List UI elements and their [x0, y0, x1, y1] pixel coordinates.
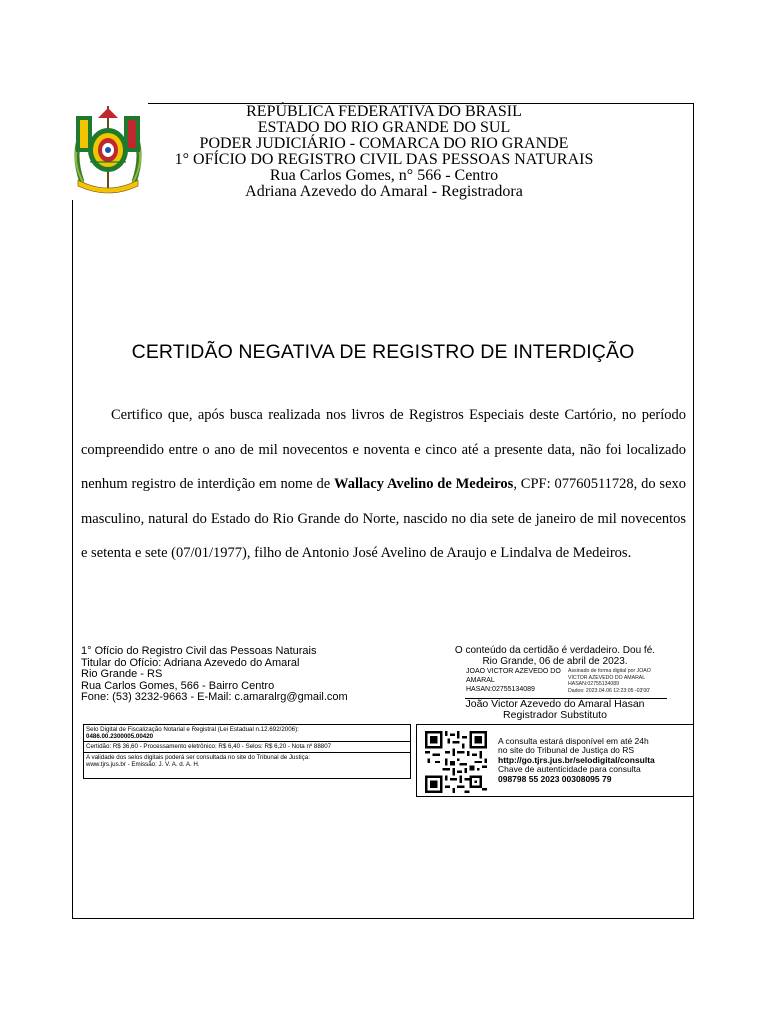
body-text-part2: , CPF: 07760511728, do sexo masculino, natural do Estado do Rio Grande do Norte, nascido no dia sete de janeiro de mil novecentos e setenta e sete (07/01/1977), filho de Antonio José Avelino de Araujo e Lindalva de Medeiros.	[81, 476, 687, 562]
office-name: 1° Ofício do Registro Civil das Pessoas Naturais	[81, 645, 317, 657]
office-address: Rua Carlos Gomes, 566 - Bairro Centro	[81, 679, 275, 692]
header-line-address: Rua Carlos Gomes, n° 566 - Centro	[269, 167, 499, 184]
seal-validity-row: A validade dos selos digitais poderá ser consultada no site do Tribunal de Justiça: www.tjrs.jus.br - Emissão: J. V. A. d. A. H.	[86, 753, 310, 768]
seal-code-row: Selo Digital de Fiscalização Notarial e Registral (Lei Estadual n.12.692/2006): 0486.00.2300005.00420	[84, 725, 410, 742]
header-line-registrar: Adriana Azevedo do Amaral - Registradora	[245, 183, 523, 200]
office-contact: Fone: (53) 3232-9663 - E-Mail: c.amaralrg@gmail.com	[81, 691, 348, 703]
signer-block	[416, 699, 694, 720]
consultation-box	[416, 724, 694, 797]
office-city: Rio Grande - RS	[81, 668, 163, 680]
office-info	[81, 646, 401, 704]
qr-code-icon[interactable]	[425, 731, 487, 793]
signer-name: João Victor Azevedo do Amaral Hasan	[465, 698, 645, 710]
certificate-body	[81, 398, 686, 571]
digital-seal-box	[83, 724, 411, 779]
attestation	[416, 646, 694, 667]
certificate-title: CERTIDÃO NEGATIVA DE REGISTRO DE INTERDIÇÃO	[131, 341, 635, 363]
header-line-office: 1° OFÍCIO DO REGISTRO CIVIL DAS PESSOAS NATURAIS	[174, 151, 594, 168]
attest-statement: O conteúdo da certidão é verdadeiro. Dou fé.	[454, 645, 656, 656]
signature-signer: JOAO VICTOR AZEVEDO DO AMARAL HASAN:02755134089	[466, 668, 561, 693]
header-line-state: ESTADO DO RIO GRANDE DO SUL	[257, 119, 511, 136]
registry-header	[130, 104, 638, 200]
seal-fees-row: Certidão: R$ 36,60 - Processamento eletrônico: R$ 6,40 - Selos: R$ 6,20 - Nota nº 88807	[84, 742, 410, 752]
office-titular: Titular do Ofício: Adriana Azevedo do Amaral	[81, 656, 300, 669]
signature-details: Assinado de forma digital por JOAO VICTOR AZEVEDO DO AMARAL HASAN:02755134089 Dados: 2023.04.06 12:23:05 -03'00'	[568, 668, 651, 694]
consultation-url[interactable]: http://go.tjrs.jus.br/selodigital/consulta	[498, 754, 655, 765]
authenticity-key: 098798 55 2023 00308095 79	[498, 773, 612, 784]
body-text-part1: Certifico que, após busca realizada nos livros de Registros Especiais deste Cartório, no período compreendido entre o ano de mil novecentos e noventa e cinco até a presente data, não foi localizado nenhum registro de interdição em nome de	[81, 407, 686, 493]
attest-date: Rio Grande, 06 de abril de 2023.	[482, 655, 628, 667]
header-line-republic: REPÚBLICA FEDERATIVA DO BRASIL	[246, 103, 522, 120]
signer-role: Registrador Substituto	[503, 708, 607, 721]
consultation-text: A consulta estará disponível em até 24h no site do Tribunal de Justiça do RS http://go.tjrs.jus.br/selodigital/consulta Chave de autenticidade para consulta 098798 55 2023 00308095 79	[498, 737, 690, 784]
header-line-judiciary: PODER JUDICIÁRIO - COMARCA DO RIO GRANDE	[199, 135, 569, 152]
digital-signature	[466, 667, 666, 699]
seal-code: 0486.00.2300005.00420	[86, 733, 154, 741]
subject-name: Wallacy Avelino de Medeiros	[334, 476, 514, 493]
